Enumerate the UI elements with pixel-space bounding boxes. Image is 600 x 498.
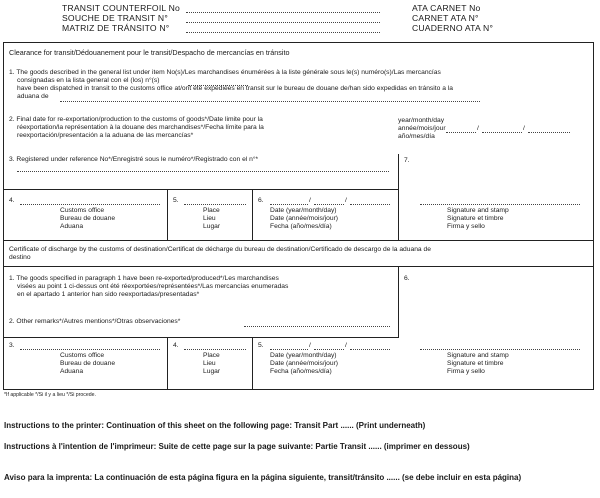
clearance-box6-number: 6. [258, 197, 264, 204]
discharge-item1-line2: visées au point 1 ci-dessus ont été réexportées/représentées*/Las mercancías enumeradas [17, 283, 289, 290]
clearance-item1-line4: aduana de [17, 93, 49, 100]
place-en: Place [203, 207, 220, 214]
d-customs-office-fr: Bureau de douane [60, 360, 116, 367]
printer-instruction-fr: Instructions à l'intention de l'imprimeur: Suite de cette page sur la page suivante: Partie Transit ...... (imprimer en dessous) [4, 442, 470, 451]
carnet-label-fr: CARNET ATA N° [412, 13, 479, 23]
discharge-date-year-field[interactable] [270, 349, 308, 350]
d-date-label-fr: Date (année/mois/jour) [270, 360, 339, 367]
carnet-label-en: ATA CARNET No [412, 3, 481, 13]
other-remarks-field[interactable] [244, 326, 390, 327]
signature-label-en: Signature and stamp [447, 207, 509, 214]
discharge-row-divider [3, 337, 399, 338]
counterfoil-label-en: TRANSIT COUNTERFOIL No [62, 3, 181, 13]
printer-instruction-es: Aviso para la imprenta: La continuación de esta página figura en la página siguiente, transit/tránsito ...... (se debe incluir en esta página) [4, 473, 522, 482]
box6-divider [398, 266, 399, 338]
customs-office-en: Customs office [60, 207, 105, 214]
place-fr: Lieu [203, 215, 216, 222]
date-format-en: year/month/day [398, 117, 445, 124]
final-date-year-field[interactable] [446, 132, 476, 133]
box7-number: 7. [404, 157, 410, 164]
registration-reference-field[interactable] [17, 171, 389, 172]
discharge-customs-office-field[interactable] [20, 349, 160, 350]
discharge-col-divider-2 [252, 337, 253, 390]
footnote: *If applicable */Si il y a lieu */Si procede. [4, 392, 96, 398]
customs-office-es: Aduana [60, 223, 84, 230]
discharge-date-month-field[interactable] [314, 349, 344, 350]
clearance-item3: 3. Registered under reference No*/Enregistré sous le numéro*/Registrado con el n°* [9, 156, 259, 163]
d-signature-label-fr: Signature et timbre [447, 360, 504, 367]
counterfoil-number-field[interactable] [186, 12, 380, 13]
discharge-signature-field[interactable] [420, 349, 580, 350]
discharge-col-divider-1 [167, 337, 168, 390]
clearance-customs-office-field[interactable] [20, 204, 160, 205]
date-slash-6: / [345, 342, 347, 349]
clearance-date-month-field[interactable] [314, 204, 344, 205]
date-format-es: año/mes/día [398, 133, 435, 140]
d-place-en: Place [203, 352, 220, 359]
d-signature-label-en: Signature and stamp [447, 352, 509, 359]
box6-number: 6. [404, 275, 410, 282]
d-date-label-en: Date (year/month/day) [270, 352, 337, 359]
discharge-item1-line1: 1. The goods specified in paragraph 1 have been re-exported/produced*/Les marchandises [9, 275, 279, 282]
d-place-fr: Lieu [203, 360, 216, 367]
clearance-date-day-field[interactable] [350, 204, 390, 205]
final-date-day-field[interactable] [528, 132, 570, 133]
customs-office-destination-field[interactable] [60, 101, 480, 102]
printer-instruction-en: Instructions to the printer: Continuation of this sheet on the following page: Transit Part ...... (Print underneath) [4, 421, 426, 430]
date-slash-1: / [477, 125, 479, 132]
clearance-box5-number: 5. [173, 197, 179, 204]
final-date-month-field[interactable] [482, 132, 522, 133]
discharge-title-line1: Certificate of discharge by the customs of destination/Certificat de décharge du bureau de destination/Certificado de descargo de la aduana de [9, 246, 431, 253]
date-slash-3: / [309, 197, 311, 204]
date-slash-2: / [523, 125, 525, 132]
clearance-signature-field[interactable] [420, 204, 580, 205]
date-label-es: Fecha (año/mes/día) [270, 223, 332, 230]
carnet-label-es: CUADERNO ATA N° [412, 23, 494, 33]
date-label-en: Date (year/month/day) [270, 207, 337, 214]
d-customs-office-es: Aduana [60, 368, 84, 375]
box7-divider [398, 154, 399, 240]
d-signature-label-es: Firma y sello [447, 368, 485, 375]
clearance-item1-line1: 1. The goods described in the general list under item No(s)/Les marchandises énumérées à la liste générale sous le(s) numéro(s)/Las mercancías [9, 69, 441, 76]
signature-label-es: Firma y sello [447, 223, 485, 230]
discharge-item1-line3: en el apartado 1 anterior han sido reexportadas/presentadas* [17, 291, 200, 298]
clearance-item2-line2: réexportation/la représentation à la douane des marchandises*/Fecha límite para la [17, 124, 264, 131]
counterfoil-label-fr: SOUCHE DE TRANSIT N° [62, 13, 168, 23]
signature-label-fr: Signature et timbre [447, 215, 504, 222]
date-slash-5: / [309, 342, 311, 349]
clearance-item1-line3: have been dispatched in transit to the customs office at/ont été expédiées en transit sur le bureau de douane de/han sido expedidas en tránsito a la [17, 85, 453, 92]
clearance-row-divider [3, 189, 399, 190]
counterfoil-number-field-fr [186, 22, 380, 23]
clearance-item2-line3: reexportación/presentación a la aduana de las mercancías* [17, 132, 194, 139]
discharge-place-field[interactable] [184, 349, 246, 350]
counterfoil-label-es: MATRIZ DE TRÁNSITO N° [62, 23, 170, 33]
customs-office-fr: Bureau de douane [60, 215, 116, 222]
clearance-item1-line2: consignadas en la lista general con el (los) n°(s) [17, 77, 160, 84]
clearance-place-field[interactable] [184, 204, 246, 205]
d-date-label-es: Fecha (año/mes/día) [270, 368, 332, 375]
clearance-date-year-field[interactable] [270, 204, 308, 205]
discharge-title-divider [3, 266, 594, 267]
discharge-date-day-field[interactable] [350, 349, 390, 350]
discharge-box3-number: 3. [9, 342, 15, 349]
discharge-item2: 2. Other remarks*/Autres mentions*/Otras observaciones* [9, 318, 181, 325]
clearance-box4-number: 4. [9, 197, 15, 204]
date-label-fr: Date (année/mois/jour) [270, 215, 339, 222]
discharge-box5-number: 5. [258, 342, 264, 349]
clearance-col-divider-1 [167, 189, 168, 240]
discharge-title-line2: destino [9, 254, 31, 261]
d-customs-office-en: Customs office [60, 352, 105, 359]
discharge-box4-number: 4. [173, 342, 179, 349]
d-place-es: Lugar [203, 368, 221, 375]
counterfoil-number-field-es [186, 32, 380, 33]
date-slash-4: / [345, 197, 347, 204]
place-es: Lugar [203, 223, 221, 230]
section-divider [3, 240, 594, 241]
date-format-fr: année/mois/jour [398, 125, 446, 132]
clearance-col-divider-2 [252, 189, 253, 240]
clearance-item2-line1: 2. Final date for re-exportation/production to the customs of goods*/Date limite pour la [9, 116, 263, 123]
clearance-title: Clearance for transit/Dédouanement pour le transit/Despacho de mercancías en tránsito [9, 48, 290, 57]
